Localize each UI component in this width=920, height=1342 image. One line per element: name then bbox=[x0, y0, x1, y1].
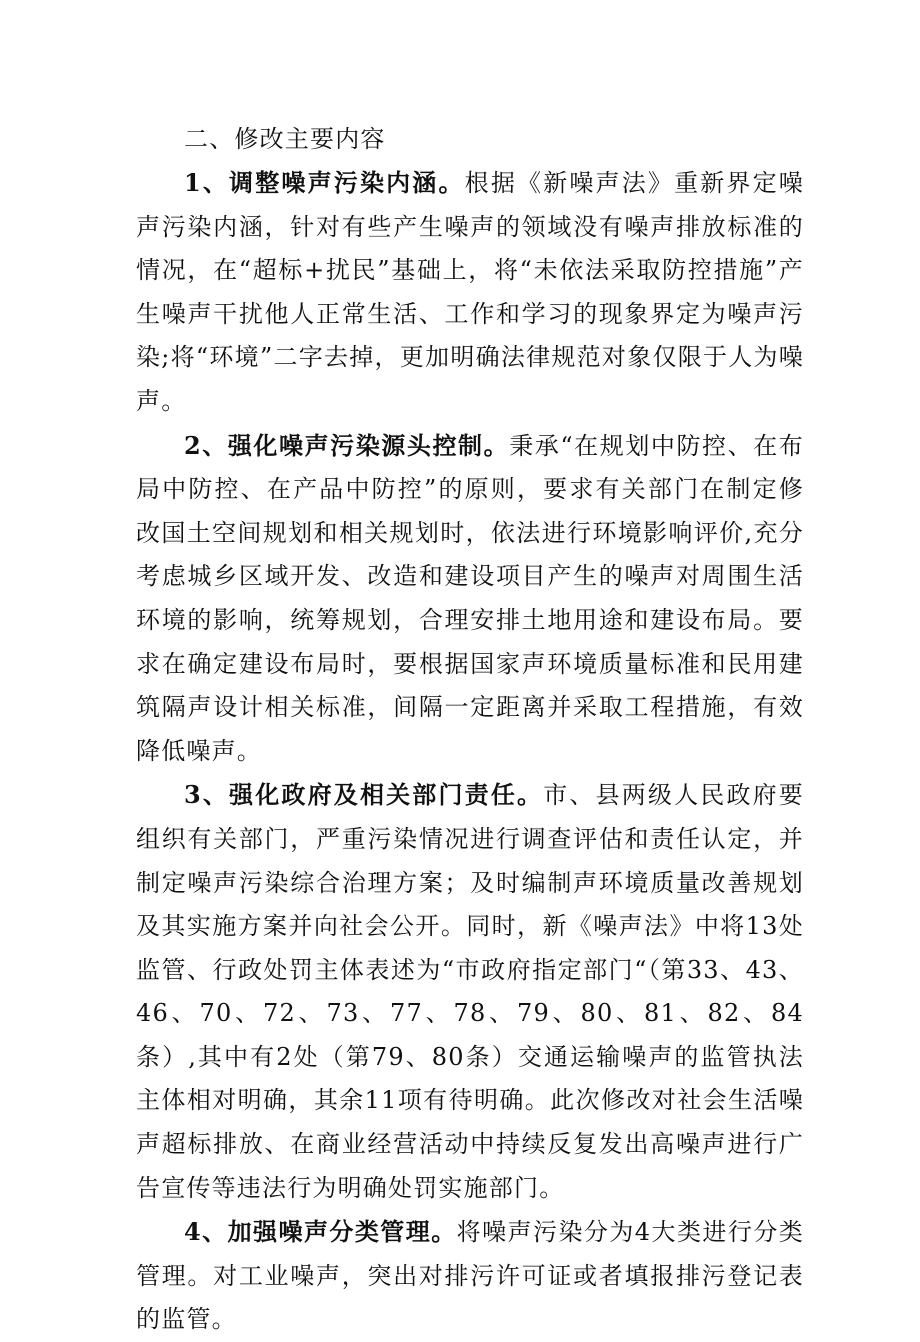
paragraph-2-lead: 2、强化噪声污染源头控制。 bbox=[184, 430, 510, 460]
paragraph-1-lead: 1、调整噪声污染内涵。 bbox=[184, 168, 465, 197]
paragraph-3-body: 市、县两级人民政府要组织有关部门，严重污染情况进行调查评估和责任认定，并制定噪声污染综合治理方案；及时编制声环境质量改善规划及其实施方案并向社会公开。同时，新《噪声法》中将13处监管、行政处罚主体表述为“市政府指定部门“（第33、43、46、70、72、73、77、78、79、80、81、82、84条）,其中有2处（第79、80条）交通运输噪声的监管执法主体相对明确，其余11项有待明确。此次修改对社会生活噪声超标排放、在商业经营活动中持续反复发出高噪声进行广告宣传等违法行为明确处罚实施部门。 bbox=[136, 781, 805, 1202]
paragraph-4-body: 将噪声污染分为4大类进行分类管理。对工业噪声，突出对排污许可证或者填报排污登记表的监管。 bbox=[136, 1218, 804, 1334]
paragraph-3 bbox=[136, 773, 804, 1210]
section-heading: 二、修改主要内容 bbox=[184, 125, 386, 153]
paragraph-1 bbox=[136, 161, 804, 424]
paragraph-4-lead: 4、加强噪声分类管理。 bbox=[184, 1217, 457, 1247]
paragraph-3-lead: 3、强化政府及相关部门责任。 bbox=[184, 780, 544, 810]
paragraph-2-body: 秉承“在规划中防控、在布局中防控、在产品中防控”的原则，要求有关部门在制定修改国土空间规划和相关规划时，依法进行环境影响评价,充分考虑城乡区域开发、改造和建设项目产生的噪声对周围生活环境的影响，统筹规划，合理安排土地用途和建设布局。要求在确定建设布局时，要根据国家声环境质量标准和民用建筑隔声设计相关标准，间隔一定距离并采取工程措施，有效降低噪声。 bbox=[136, 431, 804, 765]
paragraph-4 bbox=[136, 1210, 804, 1342]
paragraph-2 bbox=[136, 424, 804, 774]
paragraph-1-body: 根据《新噪声法》重新界定噪声污染内涵，针对有些产生噪声的领域没有噪声排放标准的情况，在“超标+扰民”基础上，将“未依法采取防控措施”产生噪声干扰他人正常生活、工作和学习的现象界定为噪声污染;将“环境”二字去掉，更加明确法律规范对象仅限于人为噪声。 bbox=[136, 169, 804, 415]
